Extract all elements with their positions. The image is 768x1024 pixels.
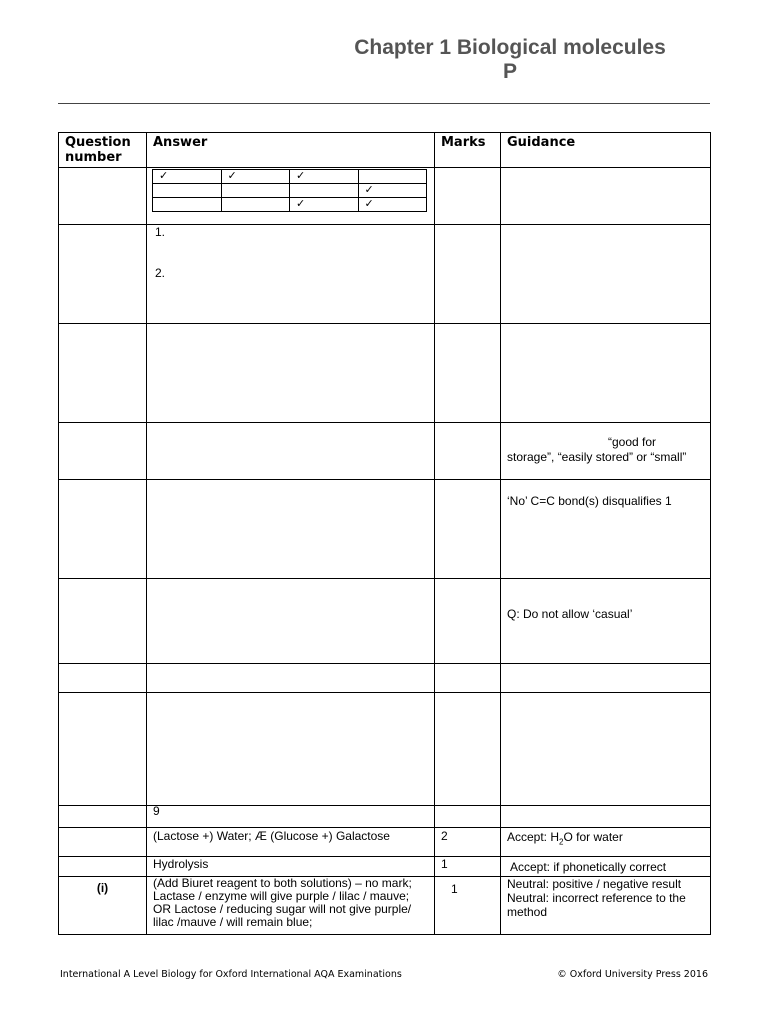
answer-cell [147, 828, 435, 857]
marks-cell [435, 857, 501, 877]
question-cell [59, 480, 147, 579]
answer-cell [147, 664, 435, 693]
question-cell [59, 225, 147, 324]
page-title [300, 36, 720, 84]
guidance-text: storage”, “easily stored” or “small” [507, 450, 687, 464]
header-question-number: Question number [59, 133, 147, 168]
answer-cell [147, 480, 435, 579]
question-number: (i) [96, 881, 109, 895]
question-cell [59, 857, 147, 877]
header-rule [58, 103, 710, 104]
marks-cell [435, 693, 501, 806]
answer-cell [147, 877, 435, 935]
header-marks: Marks [435, 133, 501, 168]
mark-scheme-table [58, 132, 711, 935]
header-guidance: Guidance [501, 133, 711, 168]
answer-cell [147, 225, 435, 324]
question-cell [59, 579, 147, 664]
table-row [59, 168, 711, 225]
table-row [59, 693, 711, 806]
marks-cell [435, 225, 501, 324]
tick-cell [221, 198, 290, 212]
tick-grid-row [153, 198, 427, 212]
answer-item-2: 2. [155, 266, 166, 280]
table-row [59, 664, 711, 693]
title-line-2: P [502, 60, 517, 83]
table-row [59, 480, 711, 579]
guidance-cell [501, 168, 711, 225]
guidance-cell [501, 857, 711, 877]
answer-cell [147, 857, 435, 877]
marks-cell [435, 579, 501, 664]
guidance-text: ‘No’ C=C bond(s) disqualifies 1 [507, 494, 672, 508]
guidance-cell [501, 877, 711, 935]
guidance-line: Neutral: positive / negative result [507, 877, 682, 891]
question-cell [59, 664, 147, 693]
question-cell [59, 423, 147, 480]
title-line-1: Chapter 1 Biological molecules [354, 36, 666, 59]
tick-cell: ✓ [290, 170, 359, 184]
guidance-cell [501, 828, 711, 857]
guidance-cell [501, 324, 711, 423]
footer-right: © Oxford University Press 2016 [557, 969, 708, 980]
answer-cell [147, 168, 435, 225]
answer-line: (Add Biuret reagent to both solutions) – no mark; [153, 876, 412, 890]
guidance-prefix: Accept: H [507, 830, 560, 844]
table-row [59, 857, 711, 877]
answer-cell [147, 423, 435, 480]
answer-line: Lactase / enzyme will give purple / lilac / mauve; [153, 889, 410, 903]
table-row [59, 324, 711, 423]
tick-grid [152, 169, 427, 212]
answer-text: 9 [153, 804, 160, 818]
marks-cell [435, 423, 501, 480]
guidance-cell [501, 579, 711, 664]
marks-cell [435, 480, 501, 579]
answer-item-1: 1. [155, 225, 166, 239]
table-row [59, 806, 711, 828]
guidance-line: Neutral: incorrect reference to the [507, 891, 686, 905]
question-cell [59, 324, 147, 423]
tick-cell [290, 184, 359, 198]
header-answer: Answer [147, 133, 435, 168]
question-cell [59, 877, 147, 935]
table-row [59, 828, 711, 857]
tick-cell: ✓ [358, 184, 427, 198]
answer-cell [147, 579, 435, 664]
guidance-cell [501, 693, 711, 806]
marks-value: 2 [441, 829, 448, 843]
table-header-row [59, 133, 711, 168]
guidance-line: method [507, 905, 548, 919]
guidance-cell [501, 225, 711, 324]
tick-cell [358, 170, 427, 184]
answer-cell [147, 324, 435, 423]
guidance-text: “good for [608, 435, 657, 449]
table-row [59, 579, 711, 664]
marks-cell [435, 877, 501, 935]
marks-cell [435, 168, 501, 225]
guidance-suffix: O for water [563, 830, 623, 844]
answer-cell [147, 693, 435, 806]
marks-cell [435, 806, 501, 828]
answer-text: (Lactose +) Water; Æ (Glucose +) Galactose [153, 829, 390, 843]
answer-line: OR Lactose / reducing sugar will not give purple/ [153, 902, 412, 916]
tick-grid-row [153, 184, 427, 198]
question-cell [59, 806, 147, 828]
tick-cell: ✓ [290, 198, 359, 212]
question-cell [59, 693, 147, 806]
marks-value: 1 [451, 882, 458, 896]
tick-cell [153, 198, 222, 212]
guidance-text [501, 828, 710, 851]
tick-grid-row [153, 170, 427, 184]
guidance-subscript: 2 [559, 837, 564, 847]
table-row [59, 423, 711, 480]
answer-cell [147, 806, 435, 828]
table-row [59, 225, 711, 324]
marks-cell [435, 828, 501, 857]
tick-cell [221, 184, 290, 198]
footer-left: International A Level Biology for Oxford International AQA Examinations [60, 969, 402, 980]
question-cell [59, 168, 147, 225]
answer-text: Hydrolysis [153, 857, 209, 871]
tick-cell: ✓ [358, 198, 427, 212]
guidance-cell [501, 806, 711, 828]
guidance-text: Accept: if phonetically correct [510, 860, 667, 874]
question-cell [59, 828, 147, 857]
marks-cell [435, 324, 501, 423]
guidance-text: Q: Do not allow ‘casual’ [507, 607, 633, 621]
marks-value: 1 [441, 857, 448, 871]
marks-cell [435, 664, 501, 693]
tick-cell: ✓ [153, 170, 222, 184]
table-row [59, 877, 711, 935]
guidance-cell [501, 480, 711, 579]
guidance-cell [501, 423, 711, 480]
guidance-cell [501, 664, 711, 693]
tick-cell [153, 184, 222, 198]
answer-line: lilac /mauve / will remain blue; [153, 915, 313, 929]
tick-cell: ✓ [221, 170, 290, 184]
